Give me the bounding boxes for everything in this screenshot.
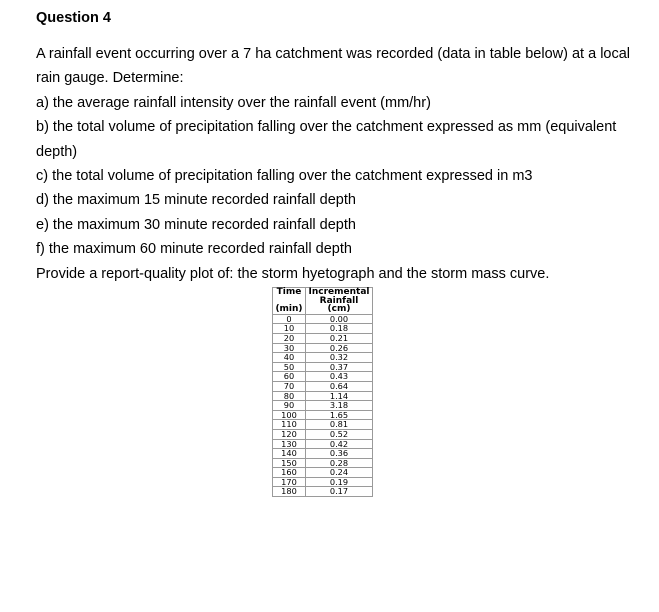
part-e: e) the maximum 30 minute recorded rainfall depth: [36, 216, 356, 233]
time-cell: 150: [273, 458, 306, 468]
table-row: [273, 420, 373, 430]
rainfall-cell: 3.18: [306, 401, 373, 411]
time-cell: 60: [273, 372, 306, 382]
time-cell: 130: [273, 439, 306, 449]
time-cell: 90: [273, 401, 306, 411]
rainfall-cell: 0.24: [306, 468, 373, 478]
part-c: c) the total volume of precipitation falling over the catchment expressed in m3: [36, 167, 533, 184]
rainfall-cell: 0.52: [306, 429, 373, 439]
table-row: [273, 468, 373, 478]
part-f: f) the maximum 60 minute recorded rainfall depth: [36, 241, 352, 258]
rainfall-cell: 0.21: [306, 333, 373, 343]
time-header: Time: [273, 288, 306, 297]
time-cell: 80: [273, 391, 306, 401]
rainfall-header-line1: Incremental: [306, 288, 373, 297]
time-cell: 110: [273, 420, 306, 430]
table-row: [273, 353, 373, 363]
time-cell: 180: [273, 487, 306, 497]
rainfall-cell: 0.64: [306, 381, 373, 391]
question-title: Question 4: [36, 10, 111, 26]
table-row: [273, 401, 373, 411]
part-d: d) the maximum 15 minute recorded rainfall depth: [36, 192, 356, 209]
intro-line-1: A rainfall event occurring over a 7 ha catchment was recorded (data in table below) at a local: [36, 46, 631, 62]
part-b-line-2: depth): [36, 143, 78, 160]
rainfall-cell: 0.37: [306, 362, 373, 372]
time-cell: 140: [273, 449, 306, 459]
rainfall-cell: 0.43: [306, 372, 373, 382]
rainfall-header-line2: Rainfall: [306, 297, 373, 306]
time-cell: 30: [273, 343, 306, 353]
rainfall-cell: 1.65: [306, 410, 373, 420]
table-row: [273, 449, 373, 459]
time-cell: 100: [273, 410, 306, 420]
plot-instruction: Provide a report-quality plot of: the storm hyetograph and the storm mass curve.: [36, 265, 550, 282]
rainfall-cell: 0.81: [306, 420, 373, 430]
table-row: [273, 333, 373, 343]
rainfall-cell: 0.26: [306, 343, 373, 353]
rainfall-cell: 1.14: [306, 391, 373, 401]
time-cell: 0: [273, 314, 306, 324]
time-cell: 120: [273, 429, 306, 439]
rainfall-cell: 0.42: [306, 439, 373, 449]
rainfall-unit: (cm): [306, 305, 373, 314]
time-cell: 50: [273, 362, 306, 372]
table-row: [273, 429, 373, 439]
part-a: a) the average rainfall intensity over the rainfall event (mm/hr): [36, 94, 431, 111]
part-b-line-1: b) the total volume of precipitation falling over the catchment expressed as mm (equivalent: [36, 119, 617, 136]
time-cell: 170: [273, 477, 306, 487]
time-cell: 160: [273, 468, 306, 478]
rainfall-cell: 0.28: [306, 458, 373, 468]
time-cell: 70: [273, 381, 306, 391]
time-unit: (min): [273, 305, 306, 314]
question-body: [36, 44, 646, 288]
rainfall-cell: 0.17: [306, 487, 373, 497]
rainfall-cell: 0.19: [306, 477, 373, 487]
intro-line-2: rain gauge. Determine:: [36, 70, 184, 87]
time-cell: 20: [273, 333, 306, 343]
table-row: [273, 381, 373, 391]
time-cell: 10: [273, 324, 306, 334]
rainfall-cell: 0.18: [306, 324, 373, 334]
rainfall-cell: 0.00: [306, 314, 373, 324]
rainfall-table: [272, 287, 373, 497]
time-cell: 40: [273, 353, 306, 363]
table-row: [273, 372, 373, 382]
table-row: [273, 487, 373, 497]
rainfall-cell: 0.36: [306, 449, 373, 459]
rainfall-cell: 0.32: [306, 353, 373, 363]
